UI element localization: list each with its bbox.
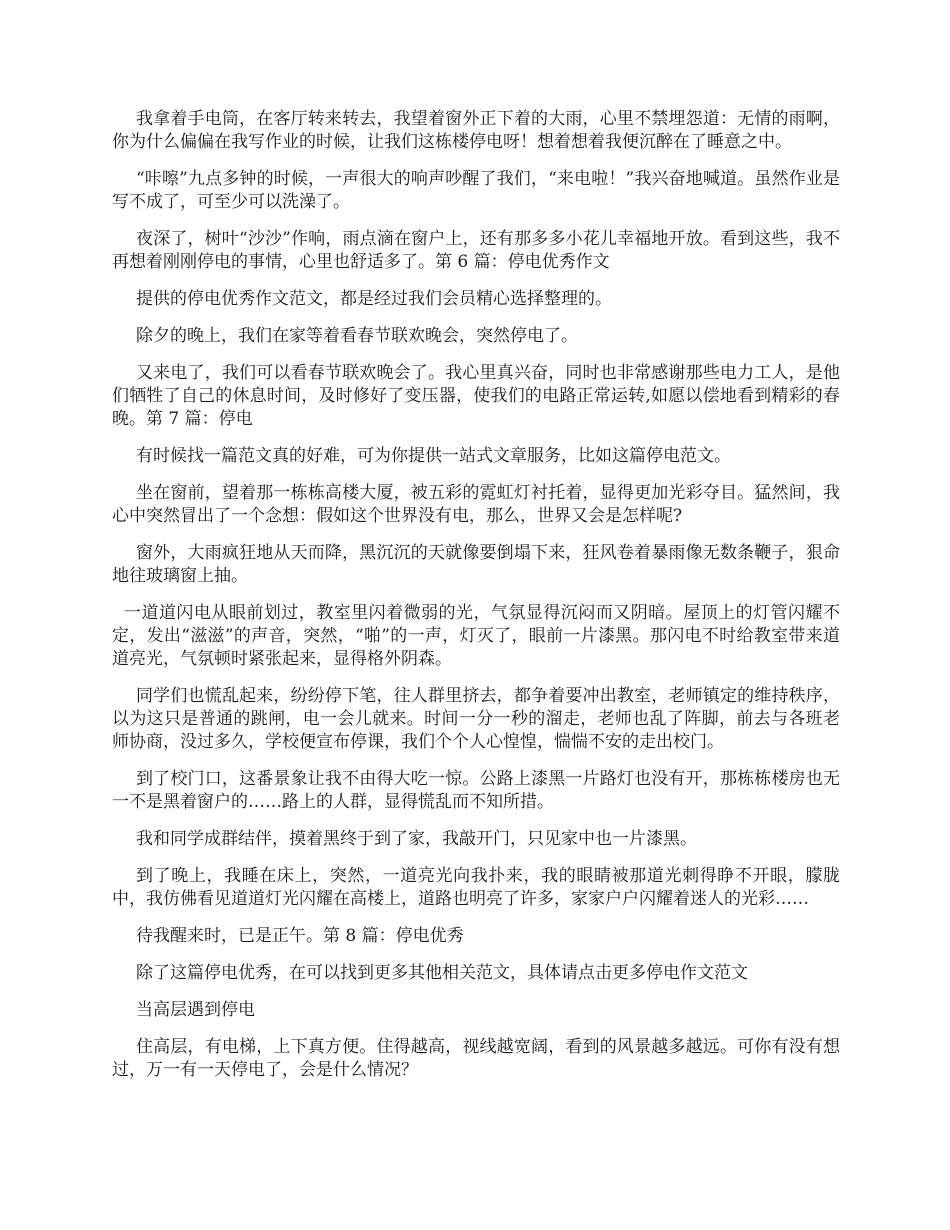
paragraph: 同学们也慌乱起来，纷纷停下笔，往人群里挤去，都争着要冲出教室，老师镇定的维持秩序，以为这只是普通的跳闸，电一会儿就来。时间一分一秒的溜走，老师也乱了阵脚，前去与各班老师协商，没过多久，学校便宣布停课，我们个个人心惶惶，惴惴不安的走出校门。 [112,686,840,752]
paragraph: 当高层遇到停电 [136,1000,255,1020]
paragraph: 我和同学成群结伴，摸着黑终于到了家，我敲开门，只见家中也一片漆黑。 [136,829,697,849]
paragraph: 提供的停电优秀作文范文，都是经过我们会员精心选择整理的。 [136,289,612,309]
paragraph: 窗外，大雨疯狂地从天而降，黑沉沉的天就像要倒塌下来，狂风卷着暴雨像无数条鞭子，狠命地往玻璃窗上抽。 [112,543,840,586]
paragraph: 除了这篇停电优秀，在可以找到更多其他相关范文，具体请点击更多停电作文范文 [136,963,748,983]
document-body [112,108,840,1096]
paragraph: “咔嚓”九点多钟的时候，一声很大的响声吵醒了我们，“来电啦！”我兴奋地喊道。虽然作业是写不成了，可至少可以洗澡了。 [112,169,840,212]
paragraph: 待我醒来时，已是正午。第 8 篇：停电优秀 [136,926,464,946]
paragraph: 又来电了，我们可以看春节联欢晚会了。我心里真兴奋，同时也非常感谢那些电力工人，是他们牺牲了自己的休息时间，及时修好了变压器，使我们的电路正常运转,如愿以偿地看到精彩的春晚。第 7 篇：停电 [112,363,840,429]
paragraph: 有时候找一篇范文真的好难，可为你提供一站式文章服务，比如这篇停电范文。 [136,446,731,466]
paragraph: 坐在窗前，望着那一栋栋高楼大厦，被五彩的霓虹灯衬托着，显得更加光彩夺目。猛然间，我心中突然冒出了一个念想：假如这个世界没有电，那么，世界又会是怎样呢? [112,483,840,526]
paragraph: 到了晚上，我睡在床上，突然，一道亮光向我扑来，我的眼睛被那道光刺得睁不开眼，朦胧中，我仿佛看见道道灯光闪耀在高楼上，道路也明亮了许多，家家户户闪耀着迷人的光彩…… [112,866,840,909]
paragraph: 我拿着手电筒，在客厅转来转去，我望着窗外正下着的大雨，心里不禁埋怨道：无情的雨啊，你为什么偏偏在我写作业的时候，让我们这栋楼停电呀！想着想着我便沉醉在了睡意之中。 [112,109,840,152]
paragraph: 一道道闪电从眼前划过，教室里闪着微弱的光，气氛显得沉闷而又阴暗。屋顶上的灯管闪耀不定，发出“滋滋”的声音，突然，“啪”的一声，灯灭了，眼前一片漆黑。那闪电不时给教室带来道道亮光，气氛顿时紧张起来，显得格外阴森。 [112,603,840,669]
paragraph: 住高层，有电梯，上下真方便。住得越高，视线越宽阔，看到的风景越多越远。可你有没有想过，万一有一天停电了，会是什么情况？ [112,1037,840,1080]
paragraph: 夜深了，树叶“沙沙”作响，雨点滴在窗户上，还有那多多小花儿幸福地开放。看到这些，我不再想着刚刚停电的事情，心里也舒适多了。第 6 篇：停电优秀作文 [112,229,840,272]
paragraph: 除夕的晚上，我们在家等着看春节联欢晚会，突然停电了。 [136,326,578,346]
paragraph: 到了校门口，这番景象让我不由得大吃一惊。公路上漆黑一片路灯也没有开，那栋栋楼房也无一不是黑着窗户的……路上的人群，显得慌乱而不知所措。 [112,769,840,812]
